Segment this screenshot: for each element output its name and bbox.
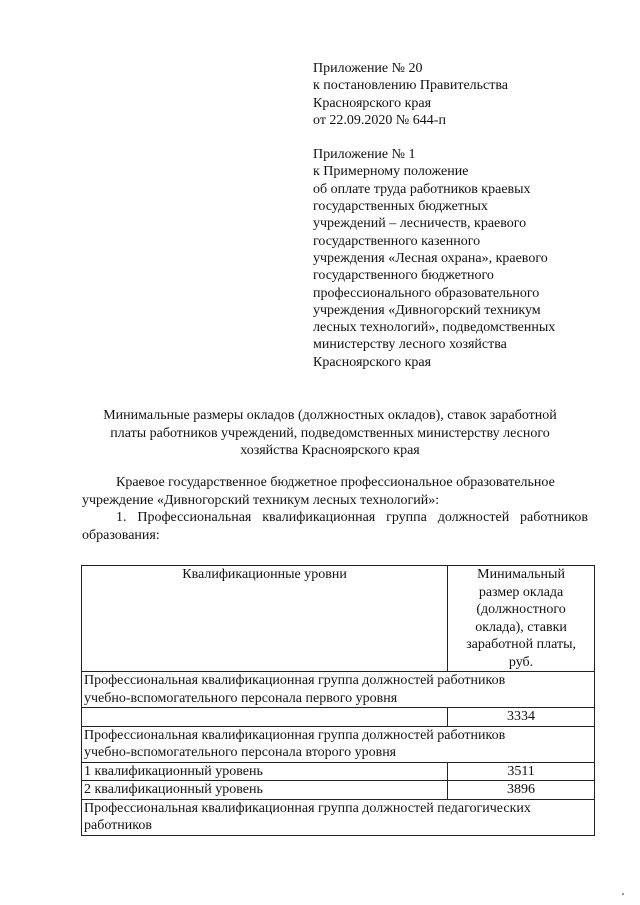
title-line: Минимальные размеры окладов (должностных окладов), ставок заработной (103, 408, 557, 423)
appendix-line: к постановлению Правительства (313, 78, 509, 94)
appendix-line: Красноярского края (313, 354, 432, 370)
table-row (82, 762, 595, 781)
appendix-line: государственного казенного (313, 233, 481, 249)
salary-value-cell: 3334 (448, 708, 595, 727)
level-cell (82, 708, 448, 727)
document-title (70, 407, 590, 460)
table-row (82, 708, 595, 727)
header-minimum-salary (448, 566, 595, 672)
header-line: руб. (508, 654, 534, 670)
header-line: Минимальный (477, 567, 565, 582)
appendix-line: Приложение № 1 (313, 147, 416, 163)
group-title-cell (82, 672, 595, 708)
group-title-line: Профессиональная квалификационная группа должностей работников (84, 673, 506, 688)
intro-line: образования: (82, 527, 160, 543)
appendix-line: Приложение № 20 (313, 61, 423, 76)
header-qualification-levels: Квалификационные уровни (82, 566, 448, 672)
table-header-row (82, 566, 595, 672)
appendix-line: учреждений – лесничеств, краевого (313, 216, 527, 232)
group-title-line: работников (84, 818, 152, 833)
appendix-line: об оплате труда работников краевых (313, 181, 531, 197)
appendix-line: государственных бюджетных (313, 199, 488, 215)
header-line: размер оклада (478, 584, 564, 600)
appendix-line: министерству лесного хозяйства (313, 337, 507, 353)
group-title-cell (82, 799, 595, 835)
header-line: заработной платы, (466, 637, 576, 652)
appendix-line: учреждения «Лесная охрана», краевого (313, 250, 548, 266)
appendix-line: государственного бюджетного (313, 268, 494, 284)
salary-table (81, 565, 595, 836)
intro-line: учреждение «Дивногорский техникум лесных технологий»: (82, 492, 440, 508)
appendix-block (313, 60, 613, 371)
appendix-line: учреждения «Дивногорский техникум (313, 302, 541, 318)
group-title-line: Профессиональная квалификационная группа должностей работников (84, 727, 506, 743)
salary-value-cell: 3896 (448, 781, 595, 800)
header-line: оклада), ставки (475, 619, 567, 635)
scan-speck (622, 893, 624, 895)
intro-paragraph (82, 474, 588, 544)
appendix-line: Красноярского края (313, 95, 432, 111)
header-line: (должностного (476, 602, 566, 617)
level-cell: 2 квалификационный уровень (82, 781, 448, 800)
appendix-line: к Примерному положение (313, 164, 469, 180)
title-line: хозяйства Красноярского края (240, 443, 420, 458)
group-title-line: учебно-вспомогательного персонала первого уровня (84, 690, 398, 706)
table-group-row (82, 726, 595, 762)
intro-line: 1. Профессиональная квалификационная группа должностей работников (116, 510, 588, 525)
table-group-row (82, 799, 595, 835)
group-title-cell (82, 726, 595, 762)
title-line: платы работников учреждений, подведомственных министерству лесного (110, 425, 550, 441)
level-cell: 1 квалификационный уровень (82, 762, 448, 781)
group-title-line: Профессиональная квалификационная группа должностей педагогических (84, 800, 531, 816)
salary-value-cell: 3511 (448, 762, 595, 781)
table-row (82, 781, 595, 800)
group-title-line: учебно-вспомогательного персонала второго уровня (84, 745, 397, 760)
table-group-row (82, 672, 595, 708)
intro-line: Краевое государственное бюджетное профессиональное образовательное (116, 475, 555, 490)
appendix-line: от 22.09.2020 № 644-п (313, 112, 446, 128)
appendix-line: лесных технологий», подведомственных (313, 320, 556, 336)
appendix-line: профессионального образовательного (313, 285, 540, 301)
